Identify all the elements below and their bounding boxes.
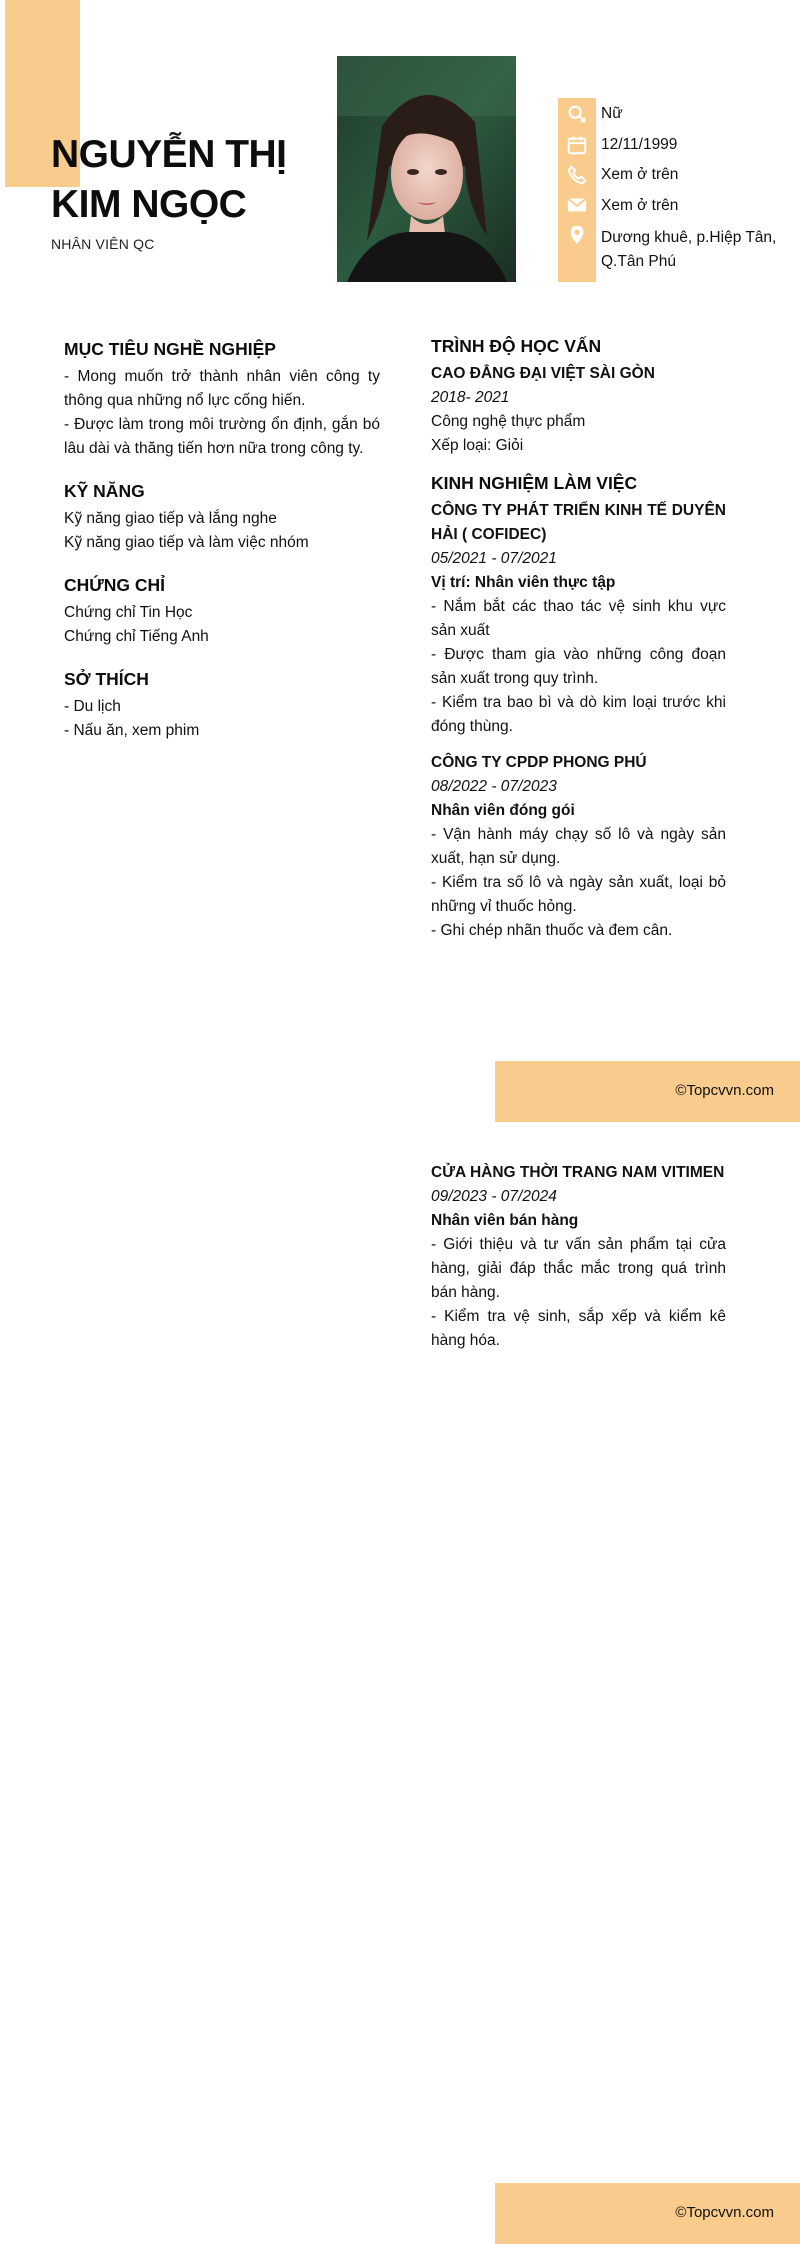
job-task: - Vận hành máy chạy số lô và ngày sản xuất, hạn sử dụng. [431,826,726,867]
footer-watermark: ©Topcvvn.com [675,2204,774,2221]
objective-section [64,337,380,461]
company-name: CÔNG TY CPDP PHONG PHÚ [431,754,647,771]
dob-value: 12/11/1999 [601,136,678,153]
company-name: CỬA HÀNG THỜI TRANG NAM VITIMEN [431,1164,725,1181]
footer-band-page-2 [495,2183,800,2244]
objective-line-2: - Được làm trong môi trường ổn định, gắn bó lâu dài và thăng tiến hơn nữa trong công ty. [64,416,380,457]
profile-photo [337,56,516,282]
certificate-item: Chứng chỉ Tiếng Anh [64,628,209,645]
gender-value: Nữ [601,105,623,122]
job-task: - Giới thiệu và tư vấn sản phẩm tại cửa hàng, giải đáp thắc mắc trong quá trình bán hàng. [431,1236,726,1301]
job-title: NHÂN VIÊN QC [51,236,155,252]
skills-heading: KỸ NĂNG [64,481,145,501]
phone-value: Xem ở trên [601,166,679,183]
gender-icon [566,103,588,125]
footer-band-page-1 [495,1061,800,1122]
phone-icon [566,164,588,186]
objective-line-1: - Mong muốn trở thành nhân viên công ty thông qua những nổ lực cống hiến. [64,368,380,409]
job-position: Vị trí: Nhân viên thực tập [431,574,616,591]
job-task: - Kiểm tra vệ sinh, sắp xếp và kiểm kê hàng hóa. [431,1308,726,1349]
job-position: Nhân viên bán hàng [431,1212,579,1229]
education-grade: Xếp loại: Giỏi [431,437,524,454]
job-task: - Được tham gia vào những công đoạn sản xuất trong quy trình. [431,646,726,687]
education-major: Công nghệ thực phẩm [431,413,586,430]
name-line-1: NGUYỄN THỊ [51,133,287,176]
candidate-name [51,130,341,230]
address-line-2: Q.Tân Phú [601,253,676,270]
address-line-1: Dương khuê, p.Hiệp Tân, [601,229,777,246]
contact-icon-strip [558,98,596,282]
name-line-2: KIM NGỌC [51,183,247,226]
address-value [601,226,776,274]
job-period: 08/2022 - 07/2023 [431,778,557,795]
education-section [431,334,726,458]
experience-item [431,1161,726,1353]
job-task: - Kiểm tra số lô và ngày sản xuất, loại bỏ những vỉ thuốc hỏng. [431,874,726,915]
certificates-heading: CHỨNG CHỈ [64,575,166,595]
experience-item [431,499,726,739]
experience-item [431,751,726,943]
experience-continued [431,1161,726,1353]
hobbies-section [64,667,380,743]
job-task: - Ghi chép nhãn thuốc và đem cân. [431,922,673,939]
job-period: 05/2021 - 07/2021 [431,550,557,567]
email-value: Xem ở trên [601,197,679,214]
education-heading: TRÌNH ĐỘ HỌC VẤN [431,336,602,356]
company-name: CÔNG TY PHÁT TRIỂN KINH TẾ DUYÊN HẢI ( COFIDEC) [431,502,726,543]
calendar-icon [566,134,588,156]
job-task: - Nắm bắt các thao tác vệ sinh khu vực sản xuất [431,598,726,639]
objective-heading: MỤC TIÊU NGHỀ NGHIỆP [64,339,276,359]
hobby-item: - Du lịch [64,698,121,715]
experience-heading: KINH NGHIỆM LÀM VIỆC [431,473,638,493]
skill-item: Kỹ năng giao tiếp và làm việc nhóm [64,534,309,551]
certificates-section [64,573,380,649]
hobbies-heading: SỞ THÍCH [64,669,149,689]
skill-item: Kỹ năng giao tiếp và lắng nghe [64,510,277,527]
school-name: CAO ĐẲNG ĐẠI VIỆT SÀI GÒN [431,365,655,382]
job-position: Nhân viên đóng gói [431,802,575,819]
email-icon [566,194,588,216]
hobby-item: - Nấu ăn, xem phim [64,722,200,739]
education-period: 2018- 2021 [431,389,510,406]
location-icon [566,224,588,246]
certificate-item: Chứng chỉ Tin Học [64,604,193,621]
footer-watermark: ©Topcvvn.com [675,1082,774,1099]
job-task: - Kiểm tra bao bì và dò kim loại trước khi đóng thùng. [431,694,726,735]
experience-section [431,471,726,943]
job-period: 09/2023 - 07/2024 [431,1188,557,1205]
skills-section [64,479,380,555]
